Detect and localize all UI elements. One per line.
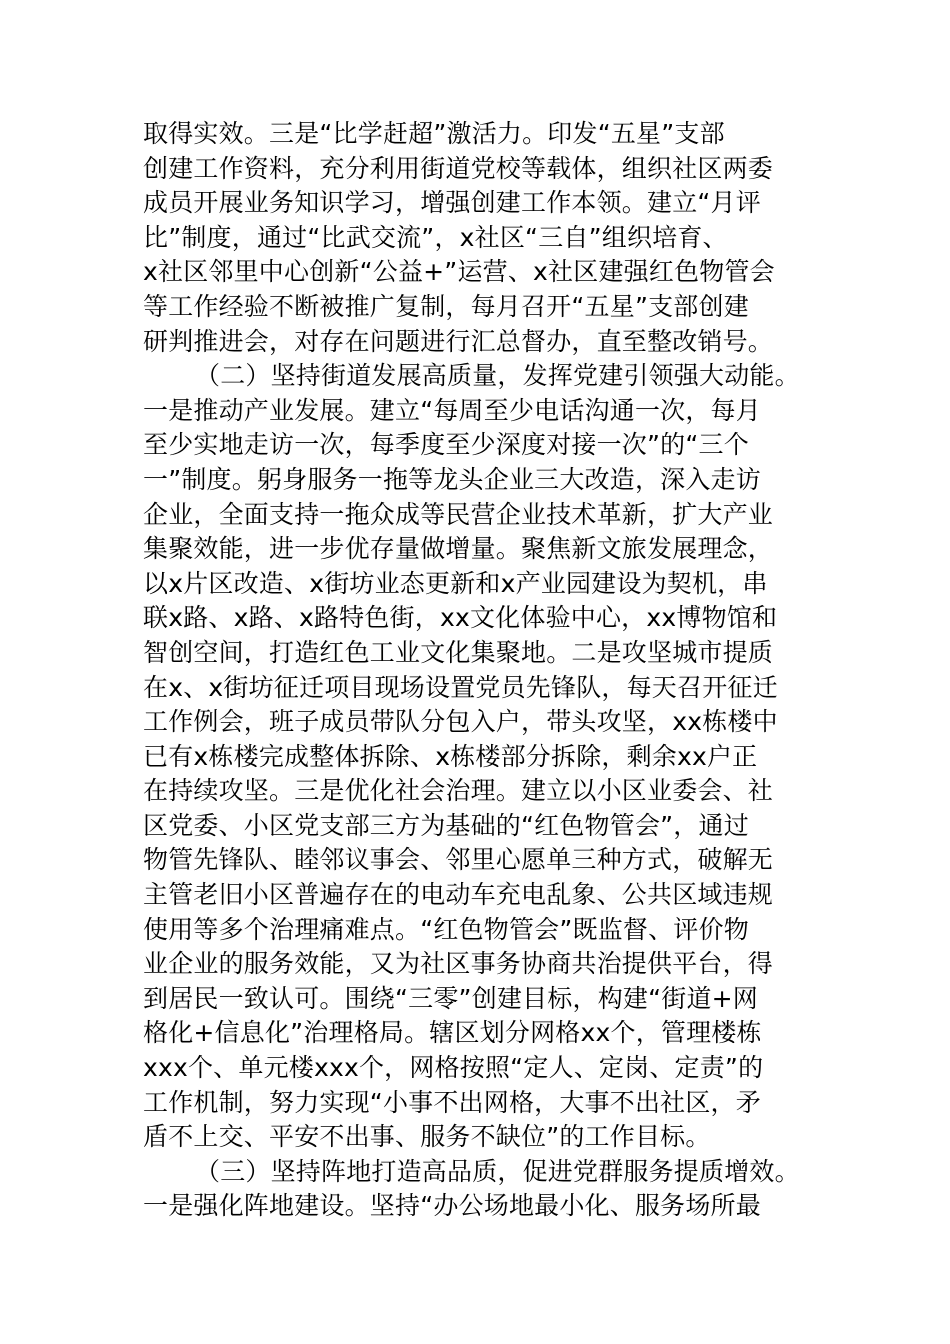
- text-line: 成员开展业务知识学习，增强创建工作本领。建立“月评: [143, 188, 761, 218]
- text-line: 物管先锋队、睦邻议事会、邻里心愿单三种方式，破解无: [143, 845, 774, 875]
- text-line: 使用等多个治理痛难点。“红色物管会”既监督、评价物: [143, 914, 749, 944]
- text-line: 比”制度，通过“比武交流”，x社区“三自”组织培育、: [143, 222, 728, 252]
- text-line: 格化+信息化”治理格局。辖区划分网格xx个，管理楼栋: [143, 1018, 762, 1048]
- text-line: 在持续攻坚。三是优化社会治理。建立以小区业委会、社: [143, 776, 774, 806]
- text-line: 至少实地走访一次，每季度至少深度对接一次”的“三个: [143, 430, 749, 460]
- text-line: x社区邻里中心创新“公益+”运营、x社区建强红色物管会: [143, 257, 775, 287]
- text-line: 一是强化阵地建设。坚持“办公场地最小化、服务场所最: [143, 1191, 761, 1221]
- text-line: xxx个、单元楼xxx个，网格按照“定人、定岗、定责”的: [143, 1053, 764, 1083]
- text-line: 工作机制，努力实现“小事不出网格，大事不出社区，矛: [143, 1087, 761, 1117]
- text-line: 主管老旧小区普遍存在的电动车充电乱象、公共区域违规: [143, 880, 774, 910]
- text-line: 盾不上交、平安不出事、服务不缺位”的工作目标。: [143, 1122, 711, 1152]
- text-line: 业企业的服务效能，又为社区事务协商共治提供平台，得: [143, 949, 774, 979]
- document-body: [143, 117, 823, 1224]
- text-line: 在x、x街坊征迁项目现场设置党员先锋队，每天召开征迁: [143, 672, 778, 702]
- section-heading-line: （二）坚持街道发展高质量，发挥党建引领强大动能。: [195, 361, 800, 391]
- text-line: 到居民一致认可。围绕“三零”创建目标，构建“街道+网: [143, 983, 759, 1013]
- text-line: 一是推动产业发展。建立“每周至少电话沟通一次，每月: [143, 395, 761, 425]
- text-line: 以x片区改造、x街坊业态更新和x产业园建设为契机，串: [143, 568, 768, 598]
- text-line: 区党委、小区党支部三方为基础的“红色物管会”，通过: [143, 810, 749, 840]
- text-line: 联x路、x路、x路特色街，xx文化体验中心，xx博物馆和: [143, 603, 778, 633]
- text-line: 企业，全面支持一拖众成等民营企业技术革新，扩大产业: [143, 499, 774, 529]
- text-line: 研判推进会，对存在问题进行汇总督办，直至整改销号。: [143, 326, 774, 356]
- text-line: 集聚效能，进一步优存量做增量。聚焦新文旅发展理念，: [143, 534, 774, 564]
- section-heading-line: （三）坚持阵地打造高品质，促进党群服务提质增效。: [195, 1156, 800, 1186]
- text-line: 智创空间，打造红色工业文化集聚地。二是攻坚城市提质: [143, 637, 774, 667]
- text-line: 已有x栋楼完成整体拆除、x栋楼部分拆除，剩余xx户正: [143, 741, 758, 771]
- text-line: 工作例会，班子成员带队分包入户，带头攻坚，xx栋楼中: [143, 707, 778, 737]
- text-line: 创建工作资料，充分利用街道党校等载体，组织社区两委: [143, 153, 774, 183]
- text-line: 一”制度。躬身服务一拖等龙头企业三大改造，深入走访: [143, 464, 761, 494]
- text-line: 等工作经验不断被推广复制，每月召开“五星”支部创建: [143, 291, 749, 321]
- text-line: 取得实效。三是“比学赶超”激活力。印发“五星”支部: [143, 119, 725, 148]
